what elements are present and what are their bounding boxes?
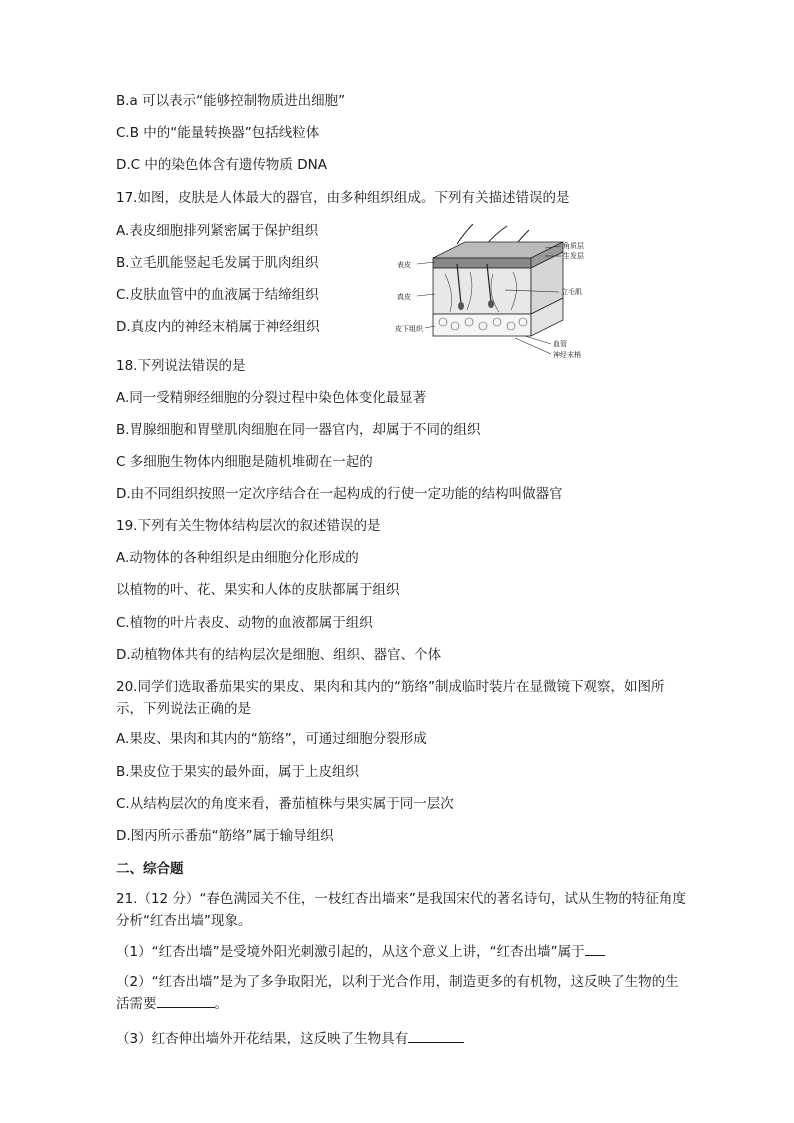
q20-option-d: D.图丙所示番茄“筋络”属于输导组织 — [116, 828, 334, 844]
q19-option-d: D.动植物体共有的结构层次是细胞、组织、器官、个体 — [116, 647, 442, 663]
section-heading-comprehensive: 二、综合题 — [116, 861, 184, 877]
question-20: 20.同学们选取番茄果实的果皮、果肉和其内的“筋络”制成临时装片在显微镜下观察，如图所示，下列说法正确的是 — [116, 679, 665, 717]
q19-option-a: A.动物体的各种组织是由细胞分化形成的 — [116, 550, 359, 566]
label-blood-vessel: 血管 — [553, 340, 567, 348]
question-18: 18.下列说法错误的是 — [116, 358, 246, 374]
q21-part-1-text: （1）“红杏出墙”是受境外阳光刺激引起的，从这个意义上讲，“红杏出墙”属于 — [116, 944, 585, 960]
skin-structure-figure — [395, 224, 595, 364]
label-dermis: 真皮 — [397, 293, 411, 301]
answer-blank-3[interactable] — [408, 1028, 464, 1043]
q21-part-3 — [116, 1028, 464, 1048]
q18-option-b: B.胃腺细胞和胃壁肌肉细胞在同一器官内，却属于不同的组织 — [116, 422, 481, 438]
q21-part-2-text: （2）“红杏出墙”是为了多争取阳光，以利于光合作用，制造更多的有机物，这反映了生物的生活需要 — [116, 974, 679, 1012]
q19-option-b: 以植物的叶、花、果实和人体的皮肤都属于组织 — [116, 582, 400, 598]
q17-option-b: B.立毛肌能竖起毛发属于肌肉组织 — [116, 255, 319, 271]
label-arrector-pili: 立毛肌 — [561, 288, 582, 296]
q17-option-a: A.表皮细胞排列紧密属于保护组织 — [116, 223, 319, 239]
label-nerve-ending: 神经末梢 — [553, 351, 581, 359]
q18-option-c: C 多细胞生物体内细胞是随机堆砌在一起的 — [116, 454, 373, 470]
label-epidermis: 表皮 — [397, 261, 411, 269]
q18-option-d: D.由不同组织按照一定次序结合在一起构成的行使一定功能的结构叫做器官 — [116, 486, 563, 502]
label-stratum-corneum: 角质层 — [563, 242, 584, 250]
answer-blank-2[interactable] — [157, 993, 215, 1008]
label-stratum-basale: 生发层 — [563, 252, 584, 260]
label-subcutaneous: 皮下组织 — [395, 325, 423, 333]
q21-part-2 — [116, 971, 686, 1015]
q21-part-1 — [116, 941, 605, 961]
answer-blank-1[interactable] — [585, 941, 605, 956]
q18-option-a: A.同一受精卵经细胞的分裂过程中染色体变化最显著 — [116, 390, 427, 406]
line-d-dna: D.C 中的染色体含有遗传物质 DNA — [116, 157, 327, 173]
q21-part-2-end: 。 — [214, 996, 228, 1012]
q20-option-a: A.果皮、果肉和其内的“筋络”，可通过细胞分裂形成 — [116, 731, 427, 747]
q17-option-d: D.真皮内的神经末梢属于神经组织 — [116, 319, 320, 335]
q21-part-3-text: （3）红杏伸出墙外开花结果，这反映了生物具有 — [116, 1031, 409, 1047]
q19-option-c: C.植物的叶片表皮、动物的血液都属于组织 — [116, 615, 373, 631]
q20-option-b: B.果皮位于果实的最外面，属于上皮组织 — [116, 764, 360, 780]
q20-option-c: C.从结构层次的角度来看，番茄植株与果实属于同一层次 — [116, 796, 454, 812]
question-21: 21.（12 分）“春色满园关不住，一枝红杏出墙来”是我国宋代的著名诗句，试从生物的特征角度分析“红杏出墙”现象。 — [116, 891, 686, 929]
question-19: 19.下列有关生物体结构层次的叙述错误的是 — [116, 518, 381, 534]
q17-option-c: C.皮肤血管中的血液属于结缔组织 — [116, 287, 319, 303]
line-b-membrane: B.a 可以表示“能够控制物质进出细胞” — [116, 93, 346, 109]
question-17: 17.如图，皮肤是人体最大的器官，由多种组织组成。下列有关描述错误的是 — [116, 190, 570, 206]
line-c-mitochondria: C.B 中的“能量转换器”包括线粒体 — [116, 125, 320, 141]
